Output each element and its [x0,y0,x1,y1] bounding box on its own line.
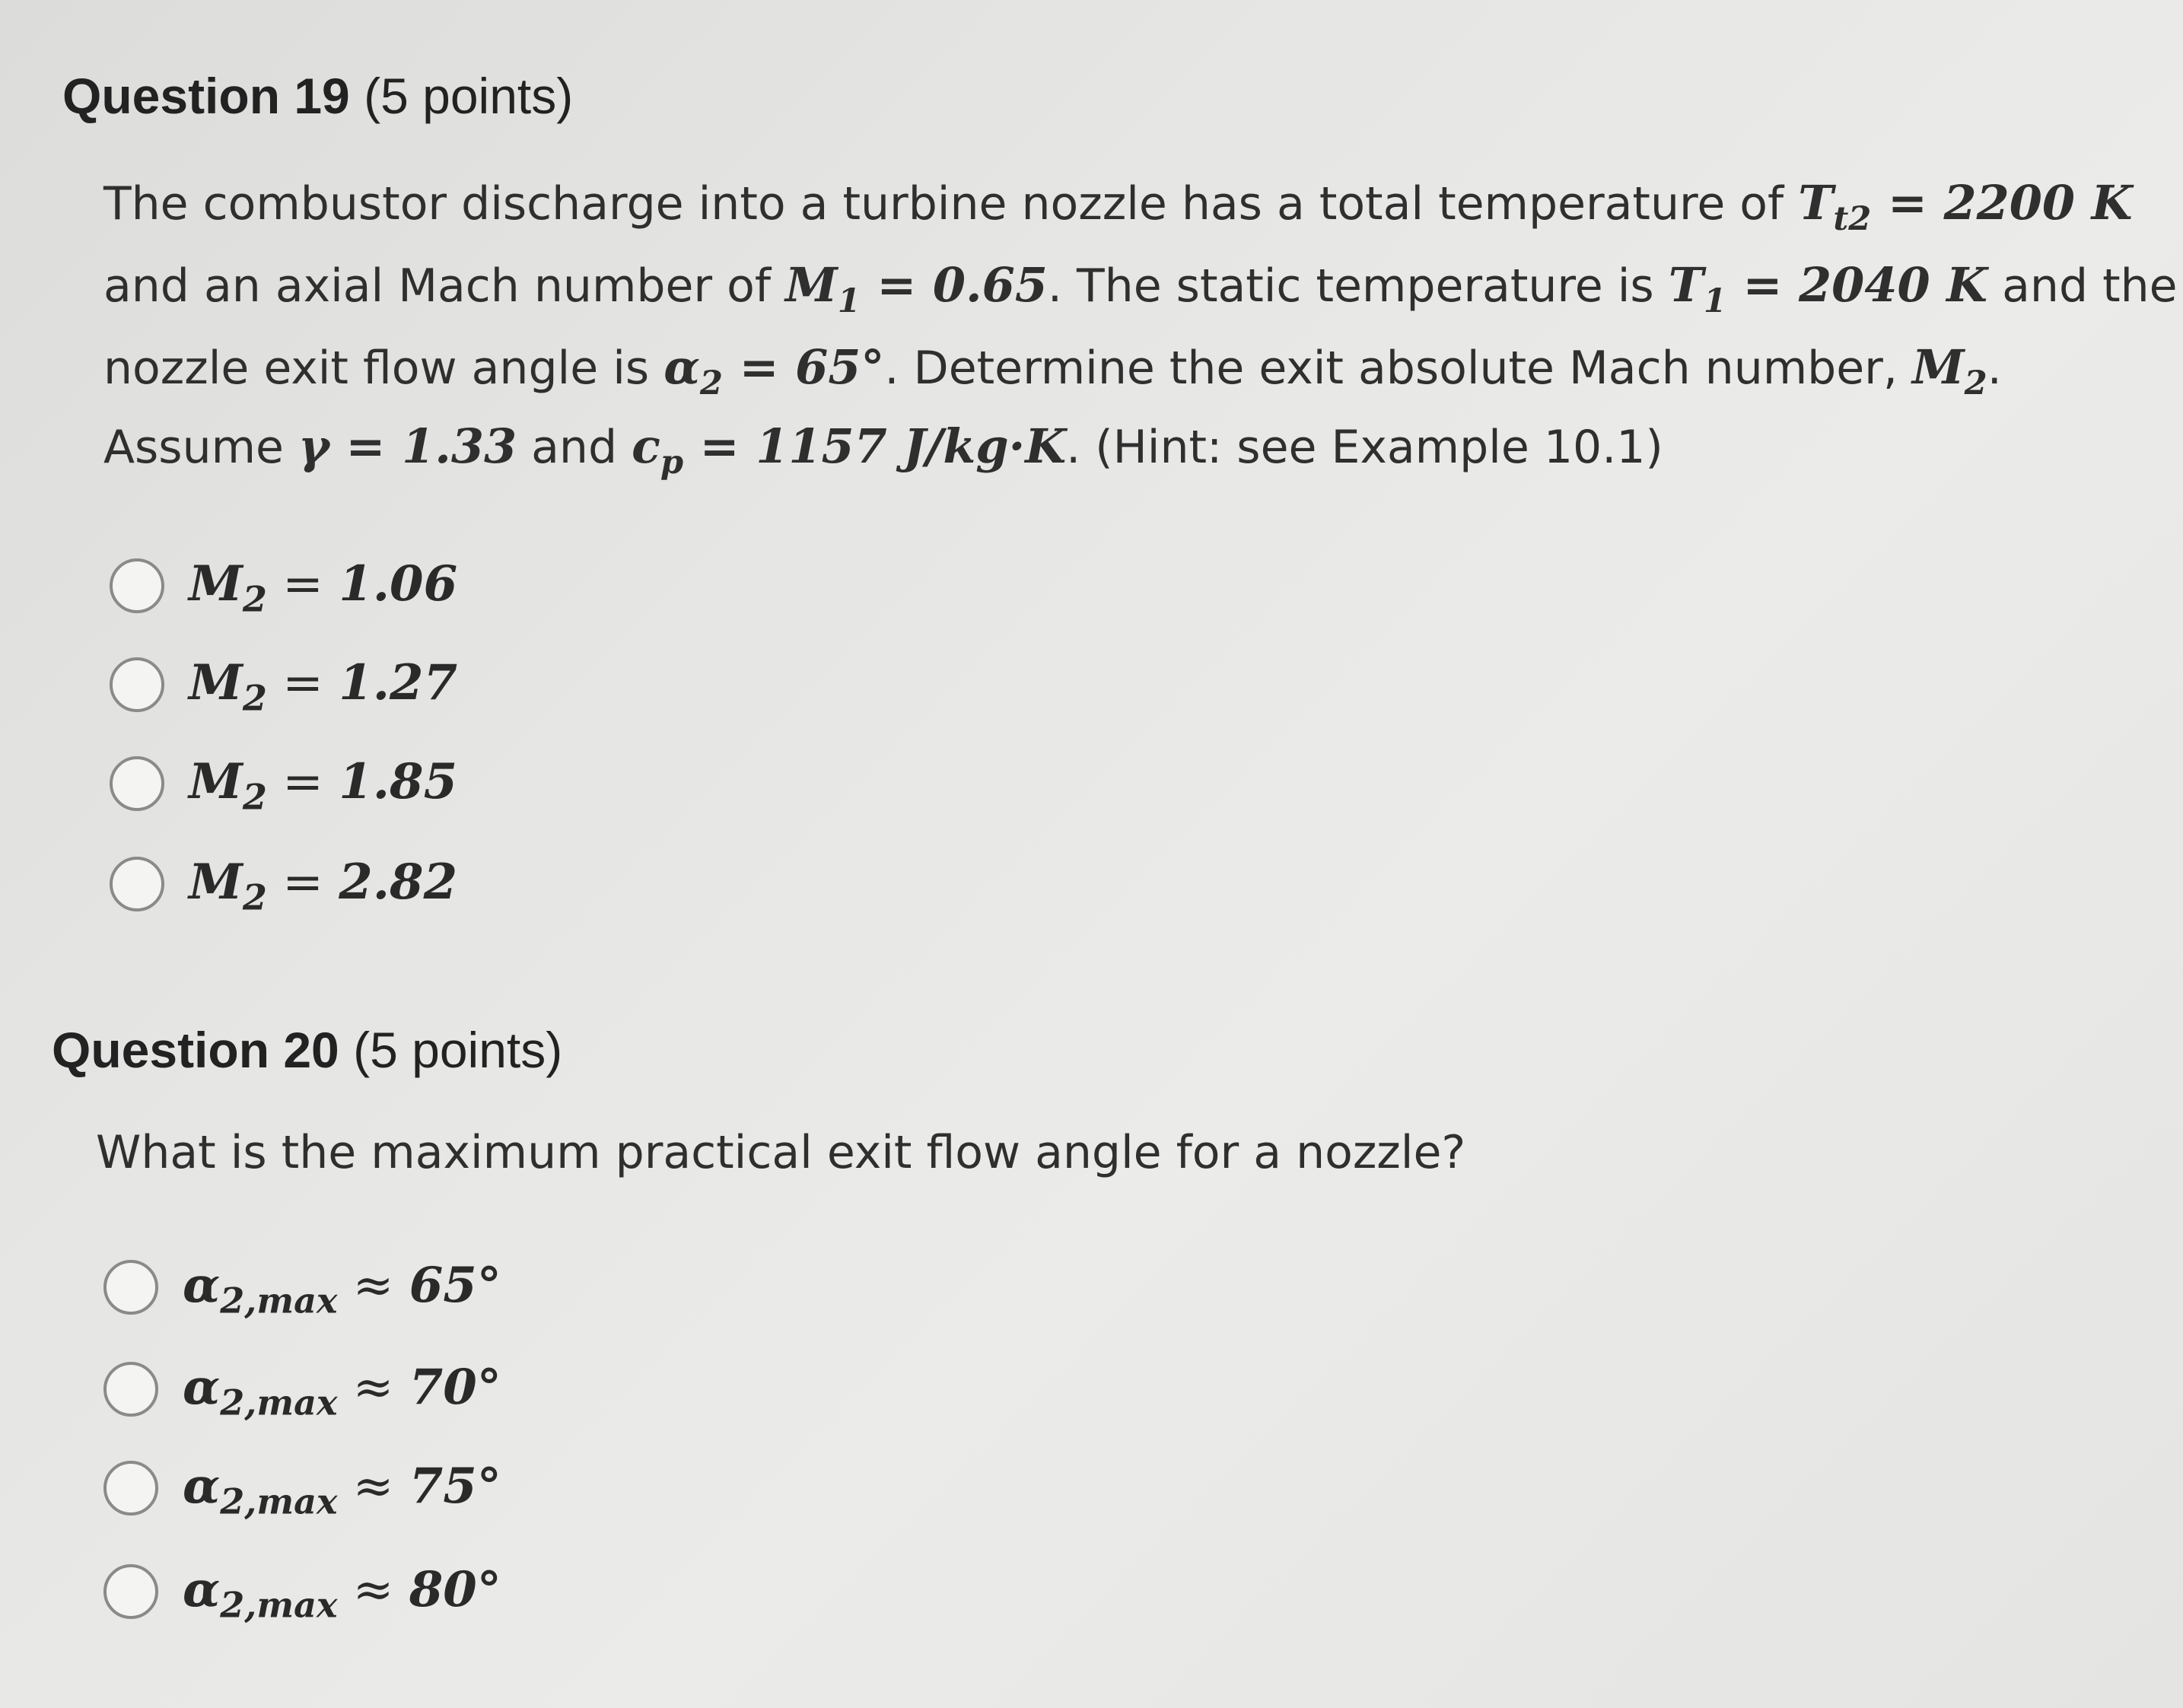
option-label: $\alpha_{2,max} \approx 70^\circ$ [183,1359,501,1423]
option-label: $\alpha_{2,max} \approx 75^\circ$ [183,1458,501,1522]
radio-button[interactable] [103,1461,158,1516]
question-19-number: Question 19 [62,68,350,124]
option-label: $M_2 = 1.85$ [189,753,458,818]
question-20-heading [52,1021,562,1079]
radio-button[interactable] [103,1362,158,1417]
option-label: $\alpha_{2,max} \approx 80^\circ$ [183,1561,501,1626]
radio-button[interactable] [103,1564,158,1619]
option-label: $\alpha_{2,max} \approx 65^\circ$ [183,1257,501,1322]
radio-button[interactable] [110,558,164,613]
stem-line-1: The combustor discharge into a turbine nozzle has a total temperature of $T_{t2} = 2200$ K [103,175,2133,238]
question-19-heading [62,67,573,125]
radio-button[interactable] [110,756,164,811]
question-20-stem: What is the maximum practical exit flow angle for a nozzle? [96,1126,1466,1179]
option-label: $M_2 = 1.27$ [189,654,458,719]
radio-button[interactable] [110,657,164,712]
question-19-points: (5 points) [349,68,574,124]
question-20-number: Question 20 [52,1022,339,1078]
question-20-points: (5 points) [339,1022,563,1078]
option-label: $M_2 = 2.82$ [189,854,458,918]
stem-line-3: nozzle exit flow angle is $\alpha_2 = 65^\circ$. Determine the exit absolute Mach number, $M_2$. [103,339,2002,402]
radio-button[interactable] [103,1260,158,1315]
stem-line-2: and an axial Mach number of $M_1 = 0.65$. The static temperature is $T_1 = 2040$ K and the [103,257,2178,320]
stem-line-4: Assume γ = 1.33 and $c_p = 1157$ J/kg·K. (Hint: see Example 10.1) [103,418,1663,482]
option-label: $M_2 = 1.06$ [189,555,458,620]
radio-button[interactable] [110,857,164,911]
